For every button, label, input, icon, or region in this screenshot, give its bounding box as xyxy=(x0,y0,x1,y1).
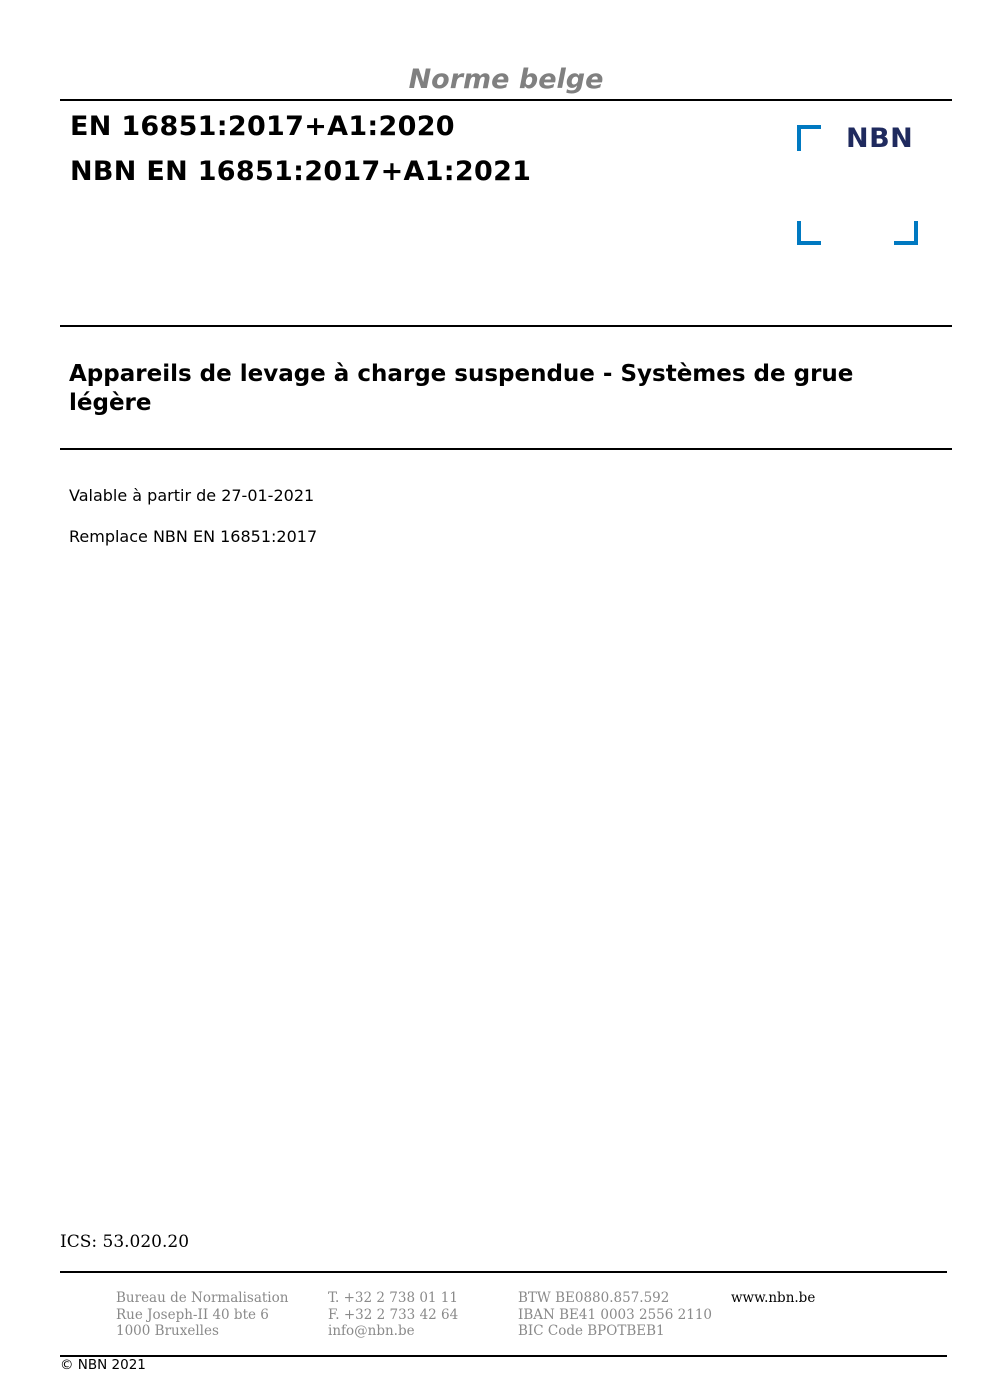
header-divider xyxy=(60,99,952,101)
footer-address-line: 1000 Bruxelles xyxy=(116,1323,219,1339)
footer-address-line: Bureau de Normalisation xyxy=(116,1290,289,1306)
logo-corner-bottom-right xyxy=(894,221,918,245)
footer-email[interactable]: info@nbn.be xyxy=(328,1323,415,1339)
footer-iban: IBAN BE41 0003 2556 2110 xyxy=(518,1306,713,1323)
document-type-label: Norme belge xyxy=(408,64,604,95)
footer-vat: BTW BE0880.857.592 xyxy=(518,1290,670,1306)
logo-corner-bottom-left xyxy=(797,221,821,245)
footer-bottom-divider xyxy=(60,1355,947,1357)
footer-website[interactable] xyxy=(731,1290,815,1307)
website-link[interactable]: www.nbn.be xyxy=(731,1290,816,1306)
validity-date: Valable à partir de 27-01-2021 xyxy=(69,486,315,505)
title-top-divider xyxy=(60,325,952,327)
copyright-notice: © NBN 2021 xyxy=(60,1357,146,1373)
replaces-note: Remplace NBN EN 16851:2017 xyxy=(69,527,318,546)
logo-text: NBN xyxy=(846,123,914,154)
standard-reference-nbn: NBN EN 16851:2017+A1:2021 xyxy=(70,156,532,187)
document-title: Appareils de levage à charge suspendue - Systèmes de grue légère xyxy=(69,361,854,416)
footer-top-divider xyxy=(60,1271,947,1273)
footer-bank xyxy=(518,1290,712,1340)
footer-bic: BIC Code BPOTBEB1 xyxy=(518,1323,665,1339)
ics-code: ICS: 53.020.20 xyxy=(60,1232,190,1252)
footer-address xyxy=(116,1290,288,1340)
footer-phone: T. +32 2 738 01 11 xyxy=(328,1290,458,1306)
standard-reference-en: EN 16851:2017+A1:2020 xyxy=(70,111,455,142)
nbn-logo xyxy=(797,125,919,247)
title-bottom-divider xyxy=(60,448,952,450)
footer-address-line: Rue Joseph-II 40 bte 6 xyxy=(116,1306,269,1323)
footer-contact xyxy=(328,1290,458,1340)
footer-fax: F. +32 2 733 42 64 xyxy=(328,1306,459,1323)
logo-corner-top-left xyxy=(797,125,821,151)
